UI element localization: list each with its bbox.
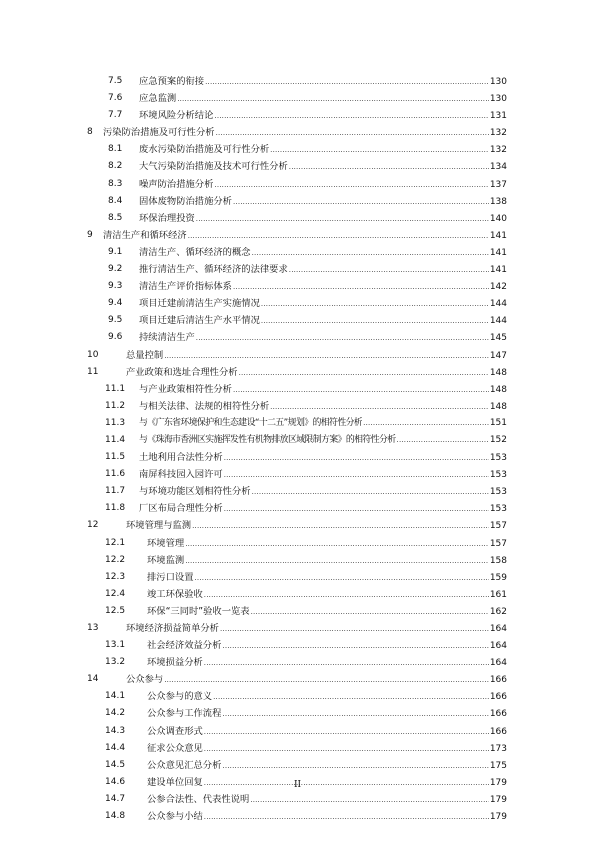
toc-entry-line xyxy=(139,141,507,159)
toc-entry-line xyxy=(147,586,507,604)
toc-entry-number: 13.1 xyxy=(105,640,126,651)
toc-entry-page: 152 xyxy=(489,434,507,445)
toc-entry-line xyxy=(139,90,507,108)
toc-entry[interactable] xyxy=(0,603,595,620)
toc-dot-leader xyxy=(196,330,489,347)
toc-entry-line xyxy=(139,312,507,330)
toc-entry-number: 14 xyxy=(87,674,99,685)
toc-entry-title: 厂区布局合理性分析 xyxy=(139,503,223,515)
toc-entry[interactable] xyxy=(0,244,595,261)
toc-entry-title: 应急监测 xyxy=(139,93,177,105)
toc-entry[interactable] xyxy=(0,261,595,278)
toc-entry-line xyxy=(139,107,507,125)
toc-entry-title: 项目迁建前清洁生产实施情况 xyxy=(139,298,260,310)
toc-entry[interactable] xyxy=(0,124,595,141)
toc-entry-page: 134 xyxy=(489,162,507,173)
toc-entry[interactable] xyxy=(0,107,595,124)
toc-entry-title: 与环境功能区划相符性分析 xyxy=(139,486,251,498)
toc-dot-leader xyxy=(397,432,489,449)
toc-dot-leader xyxy=(270,142,489,159)
toc-entry-number: 11.1 xyxy=(105,383,126,394)
toc-entry-title: 大气污染防治措施及技术可行性分析 xyxy=(139,161,288,173)
toc-dot-leader xyxy=(205,74,489,91)
toc-entry-page: 132 xyxy=(489,128,507,139)
toc-dot-leader xyxy=(213,689,489,706)
toc-entry[interactable] xyxy=(0,483,595,500)
toc-entry[interactable] xyxy=(0,500,595,517)
toc-dot-leader xyxy=(363,415,489,432)
toc-entry-number: 7.7 xyxy=(108,110,123,121)
toc-entry-title: 社会经济效益分析 xyxy=(147,640,222,652)
toc-entry[interactable] xyxy=(0,381,595,398)
toc-dot-leader xyxy=(177,91,489,108)
toc-entry[interactable] xyxy=(0,688,595,705)
toc-dot-leader xyxy=(216,125,489,142)
toc-entry-line xyxy=(147,740,507,758)
toc-entry-line xyxy=(139,193,507,211)
toc-entry-title: 环境风险分析结论 xyxy=(139,110,214,122)
toc-entry-number: 14.3 xyxy=(105,725,126,736)
toc-entry-number: 11.6 xyxy=(105,469,126,480)
toc-entry-title: 持续清洁生产 xyxy=(139,332,195,344)
toc-dot-leader xyxy=(233,382,489,399)
toc-entry-page: 164 xyxy=(489,658,507,669)
toc-entry-line xyxy=(139,158,507,176)
toc-entry-title: 建设单位回复 xyxy=(147,776,203,788)
page-number: II xyxy=(293,780,302,790)
toc-entry-title: 清洁生产、循环经济的概念 xyxy=(139,246,251,258)
toc-entry-number: 11.4 xyxy=(105,434,126,445)
toc-entry-line xyxy=(147,808,507,826)
toc-entry-line xyxy=(147,603,507,621)
toc-entry-page: 131 xyxy=(489,111,507,122)
toc-dot-leader xyxy=(251,604,489,621)
toc-dot-leader xyxy=(214,108,488,125)
toc-entry-number: 12.1 xyxy=(105,537,126,548)
toc-entry-number: 8 xyxy=(87,127,93,138)
toc-dot-leader xyxy=(289,159,489,176)
toc-entry-title: 环境管理与监测 xyxy=(126,520,192,532)
toc-entry-page: 175 xyxy=(489,760,507,771)
toc-entry-title: 噪声防治措施分析 xyxy=(139,178,214,190)
toc-entry[interactable] xyxy=(0,364,595,381)
toc-entry-number: 8.2 xyxy=(108,161,123,172)
toc-entry-title: 公参合法性、代表性说明 xyxy=(147,793,250,805)
toc-entry-title: 与相关法律、法规的相符性分析 xyxy=(139,400,270,412)
toc-entry[interactable] xyxy=(0,227,595,244)
toc-entry-page: 144 xyxy=(489,299,507,310)
toc-entry-page: 153 xyxy=(489,487,507,498)
toc-dot-leader xyxy=(252,484,489,501)
toc-dot-leader xyxy=(164,672,489,689)
toc-entry-page: 161 xyxy=(489,589,507,600)
toc-entry-line xyxy=(147,654,507,672)
toc-entry-title: 与产业政策相符性分析 xyxy=(139,383,232,395)
toc-entry-number: 8.1 xyxy=(108,144,123,155)
toc-entry-number: 13 xyxy=(87,623,99,633)
toc-entry-title: 总量控制 xyxy=(126,349,164,361)
toc-dot-leader xyxy=(164,348,489,365)
toc-entry-line xyxy=(126,517,507,535)
toc-entry-page: 164 xyxy=(489,624,507,634)
toc-entry-page: 159 xyxy=(489,572,507,583)
toc-entry-number: 11.3 xyxy=(105,417,126,428)
toc-entry-line xyxy=(139,449,507,467)
toc-dot-leader xyxy=(204,655,489,672)
toc-entry[interactable] xyxy=(0,449,595,466)
toc-entry-line xyxy=(139,483,507,501)
toc-entry-line xyxy=(139,466,507,484)
toc-entry-page: 141 xyxy=(489,230,507,241)
toc-entry-title: 公众意见汇总分析 xyxy=(147,759,222,771)
toc-entry-number: 9.4 xyxy=(108,298,123,309)
toc-entry-number: 14.4 xyxy=(105,742,126,753)
toc-entry-title: 公众参与 xyxy=(126,674,164,686)
toc-entry-page: 130 xyxy=(489,94,507,105)
toc-entry-title: 固体废物防治措施分析 xyxy=(139,195,232,207)
toc-entry-line xyxy=(147,688,507,706)
toc-entry-page: 148 xyxy=(489,401,507,412)
toc-entry-page: 153 xyxy=(489,470,507,481)
toc-entry[interactable] xyxy=(0,415,595,432)
toc-entry-number: 13.2 xyxy=(105,657,126,668)
toc-entry-page: 179 xyxy=(489,777,507,788)
toc-entry[interactable] xyxy=(0,193,595,210)
toc-entry-page: 153 xyxy=(489,453,507,464)
toc-entry-line xyxy=(139,432,507,449)
toc-entry-title: 环保“三同时”验收一览表 xyxy=(147,605,250,617)
toc-entry-number: 12.4 xyxy=(105,588,126,599)
toc-entry-page: 166 xyxy=(489,692,507,703)
toc-entry-page: 138 xyxy=(489,196,507,207)
toc-entry-number: 9.2 xyxy=(108,264,123,275)
toc-entry[interactable] xyxy=(0,295,595,312)
toc-entry[interactable] xyxy=(0,158,595,175)
toc-dot-leader xyxy=(224,501,489,518)
toc-entry-number: 8.5 xyxy=(108,212,123,223)
toc-entry-line xyxy=(147,535,507,553)
toc-entry-page: 157 xyxy=(489,538,507,549)
toc-entry-line xyxy=(139,176,507,194)
toc-dot-leader xyxy=(195,570,489,587)
toc-entry-page: 140 xyxy=(489,213,507,224)
toc-entry[interactable] xyxy=(0,312,595,329)
toc-entry-page: 164 xyxy=(489,641,507,652)
toc-entry[interactable] xyxy=(0,791,595,808)
toc-entry[interactable] xyxy=(0,517,595,534)
toc-entry-number: 11 xyxy=(87,366,99,377)
toc-dot-leader xyxy=(289,262,489,279)
toc-entry[interactable] xyxy=(0,535,595,552)
toc-entry-page: 141 xyxy=(489,265,507,276)
toc-dot-leader xyxy=(224,467,489,484)
toc-entry-line xyxy=(147,723,507,741)
toc-entry-line xyxy=(139,210,507,228)
toc-entry-number: 11.5 xyxy=(105,452,126,463)
toc-entry-number: 14.2 xyxy=(105,708,126,719)
toc-entry-number: 14.7 xyxy=(105,793,126,804)
toc-entry-page: 148 xyxy=(489,367,507,378)
toc-dot-leader xyxy=(185,536,489,553)
toc-entry-line xyxy=(139,261,507,279)
toc-entry-line xyxy=(139,329,507,347)
toc-entry-line xyxy=(139,244,507,262)
toc-entry[interactable] xyxy=(0,278,595,295)
toc-entry-title: 竣工环保验收 xyxy=(147,588,203,600)
toc-entry-number: 9.1 xyxy=(108,246,123,257)
toc-entry-page: 158 xyxy=(489,555,507,566)
toc-entry[interactable] xyxy=(0,552,595,569)
toc-entry-line xyxy=(139,73,507,91)
toc-entry-page: 162 xyxy=(489,606,507,617)
toc-dot-leader xyxy=(192,518,489,535)
toc-dot-leader xyxy=(222,638,488,655)
toc-entry-number: 7.5 xyxy=(108,76,123,86)
toc-entry-number: 9.3 xyxy=(108,281,123,292)
toc-entry-page: 166 xyxy=(489,709,507,720)
toc-entry-number: 9.5 xyxy=(108,315,123,326)
toc-entry[interactable] xyxy=(0,654,595,671)
toc-dot-leader xyxy=(233,194,489,211)
toc-dot-leader xyxy=(214,177,488,194)
toc-entry-title: 环境管理 xyxy=(147,537,185,549)
toc-entry-page: 147 xyxy=(489,350,507,361)
toc-entry[interactable] xyxy=(0,723,595,740)
toc-dot-leader xyxy=(222,758,488,775)
toc-entry-number: 14.5 xyxy=(105,759,126,770)
toc-entry-title: 公众参与工作流程 xyxy=(147,708,222,720)
toc-dot-leader xyxy=(188,228,489,245)
toc-entry-title: 排污口设置 xyxy=(147,571,194,583)
table-of-contents xyxy=(0,73,595,825)
toc-entry-page: 166 xyxy=(489,726,507,737)
toc-entry-title: 推行清洁生产、循环经济的法律要求 xyxy=(139,264,288,276)
toc-entry[interactable] xyxy=(0,329,595,346)
toc-entry-page: 179 xyxy=(489,794,507,805)
toc-entry-line xyxy=(126,364,507,382)
toc-entry[interactable] xyxy=(0,586,595,603)
toc-dot-leader xyxy=(204,809,489,826)
toc-entry-page: 144 xyxy=(489,316,507,327)
toc-entry[interactable] xyxy=(0,210,595,227)
toc-dot-leader xyxy=(233,279,489,296)
toc-entry[interactable] xyxy=(0,808,595,825)
toc-entry-line xyxy=(139,500,507,518)
toc-dot-leader xyxy=(270,399,489,416)
toc-entry-number: 8.4 xyxy=(108,195,123,206)
toc-entry-line xyxy=(126,620,507,638)
toc-dot-leader xyxy=(196,211,489,228)
toc-entry-line xyxy=(147,705,507,723)
toc-entry-page: 148 xyxy=(489,384,507,395)
toc-entry[interactable] xyxy=(0,671,595,688)
toc-entry-line xyxy=(147,757,507,775)
toc-entry-title: 环境监测 xyxy=(147,554,185,566)
toc-dot-leader xyxy=(261,296,489,313)
toc-entry-line xyxy=(147,552,507,570)
toc-entry-title: 环境损益分析 xyxy=(147,657,203,669)
toc-entry-page: 141 xyxy=(489,247,507,258)
toc-entry[interactable] xyxy=(0,569,595,586)
toc-entry-title: 征求公众意见 xyxy=(147,742,203,754)
toc-entry[interactable] xyxy=(0,347,595,364)
toc-entry-page: 137 xyxy=(489,179,507,190)
toc-entry[interactable] xyxy=(0,432,595,449)
toc-entry-number: 12 xyxy=(87,520,99,531)
toc-entry-title: 环境经济损益简单分析 xyxy=(126,623,219,634)
toc-dot-leader xyxy=(261,313,489,330)
toc-entry[interactable] xyxy=(0,466,595,483)
toc-entry-page: 132 xyxy=(489,145,507,156)
toc-entry-page: 153 xyxy=(489,504,507,515)
toc-entry-line xyxy=(139,278,507,296)
toc-entry[interactable] xyxy=(0,90,595,107)
toc-dot-leader xyxy=(220,621,489,638)
toc-entry-page: 173 xyxy=(489,743,507,754)
toc-dot-leader xyxy=(204,724,489,741)
toc-entry-line xyxy=(147,569,507,587)
toc-entry-line xyxy=(103,227,507,245)
toc-entry[interactable] xyxy=(0,398,595,415)
toc-entry-page: 142 xyxy=(489,282,507,293)
toc-entry-number: 12.2 xyxy=(105,554,126,565)
toc-entry[interactable] xyxy=(0,705,595,722)
toc-entry-page: 157 xyxy=(489,521,507,532)
toc-entry-title: 应急预案的衔接 xyxy=(139,76,205,87)
toc-entry-number: 12.3 xyxy=(105,571,126,582)
toc-entry-title: 污染防治措施及可行性分析 xyxy=(103,127,215,139)
toc-entry-title: 与《珠海市香洲区实施挥发性有机物排放区域限制方案》的相符性分析 xyxy=(139,434,396,445)
toc-entry-page: 145 xyxy=(489,333,507,344)
toc-entry-number: 11.2 xyxy=(105,400,126,411)
toc-entry-page: 179 xyxy=(489,812,507,823)
toc-entry-number: 14.8 xyxy=(105,811,126,822)
toc-entry[interactable] xyxy=(0,73,595,90)
toc-entry-number: 14.1 xyxy=(105,691,126,702)
toc-entry[interactable] xyxy=(0,176,595,193)
toc-entry-page: 166 xyxy=(489,675,507,686)
toc-dot-leader xyxy=(250,792,489,809)
toc-entry[interactable] xyxy=(0,637,595,654)
toc-dot-leader xyxy=(239,365,489,382)
toc-entry-number: 9 xyxy=(87,229,93,240)
toc-entry-title: 公众调查形式 xyxy=(147,725,203,737)
toc-entry-line xyxy=(126,347,507,365)
toc-entry-title: 项目迁建后清洁生产水平情况 xyxy=(139,315,260,327)
toc-entry-line xyxy=(139,398,507,416)
toc-entry-title: 产业政策和选址合理性分析 xyxy=(126,366,238,378)
toc-entry-number: 14.6 xyxy=(105,776,126,787)
toc-entry-title: 清洁生产和循环经济 xyxy=(103,229,187,241)
toc-entry-page: 151 xyxy=(489,417,507,428)
toc-dot-leader xyxy=(204,741,489,758)
toc-entry-title: 公众参与的意义 xyxy=(147,691,213,703)
toc-dot-leader xyxy=(252,245,489,262)
toc-entry-number: 8.3 xyxy=(108,178,123,189)
toc-entry-title: 与《广东省环境保护和生态建设“十二五”规划》的相符性分析 xyxy=(139,417,363,428)
toc-entry-page: 130 xyxy=(489,77,507,87)
toc-entry-number: 7.6 xyxy=(108,93,123,104)
toc-entry-title: 南屏科技园入园许可 xyxy=(139,469,223,481)
toc-entry-number: 11.8 xyxy=(105,503,126,514)
toc-entry-line xyxy=(147,791,507,809)
toc-entry[interactable] xyxy=(0,141,595,158)
toc-entry-number: 11.7 xyxy=(105,486,126,497)
toc-entry-title: 公众参与小结 xyxy=(147,811,203,823)
toc-entry[interactable] xyxy=(0,740,595,757)
toc-entry-number: 9.6 xyxy=(108,332,123,343)
toc-entry-number: 12.5 xyxy=(105,605,126,616)
toc-entry-title: 环保治理投资 xyxy=(139,212,195,224)
toc-dot-leader xyxy=(204,587,489,604)
toc-entry-line xyxy=(147,637,507,655)
toc-entry-line xyxy=(103,124,507,142)
toc-entry[interactable] xyxy=(0,757,595,774)
toc-entry-line xyxy=(126,671,507,689)
toc-dot-leader xyxy=(222,706,488,723)
toc-dot-leader xyxy=(185,553,489,570)
toc-entry-title: 清洁生产评价指标体系 xyxy=(139,281,232,293)
toc-entry-line xyxy=(139,295,507,313)
toc-entry-line xyxy=(139,415,507,432)
toc-entry-line xyxy=(139,381,507,399)
toc-entry-title: 废水污染防治措施及可行性分析 xyxy=(139,144,270,156)
toc-entry-number: 10 xyxy=(87,349,99,360)
toc-entry[interactable] xyxy=(0,620,595,637)
toc-entry-title: 土地利用合法性分析 xyxy=(139,452,223,464)
toc-dot-leader xyxy=(224,450,489,467)
